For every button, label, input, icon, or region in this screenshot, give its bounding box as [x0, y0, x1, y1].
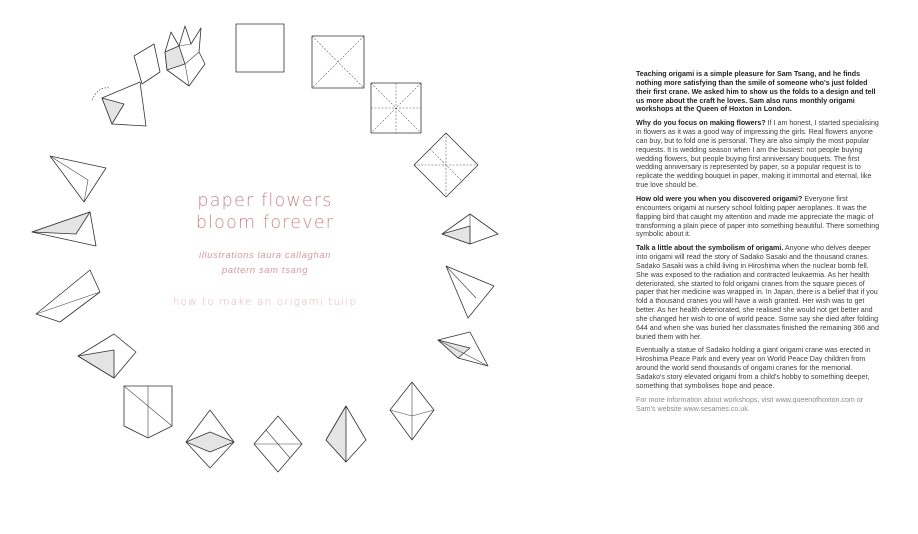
title-block: [150, 190, 380, 278]
step-cone-left-diagram: [32, 212, 96, 246]
step-folded-triangle-diagram: [442, 214, 498, 244]
closing-paragraph: Eventually a statue of Sadako holding a giant origami crane was erected in Hiroshima Peace Park and every year on World Peace Day children from around the world send thousands of origami cranes for the memorial. Sadako's story elevated origami from a child's hobby to something deeper, something that symbolises hope and peace.: [636, 346, 871, 390]
step-cone-diagram: [50, 156, 106, 202]
qa-paragraph-1: [636, 119, 882, 190]
question-3: Talk a little about the symbolism of origami.: [636, 244, 784, 253]
answer-2: Everyone first encounters origami at nursery school folding paper aeroplanes. It was the flapping bird that caught my attention and made me appreciate the magic of transforming a plain piece of paper into something beautiful. There something symbolic about it.: [636, 194, 880, 239]
page-title-line-1: paper flowers: [197, 191, 333, 211]
step-tulip-diagram: [165, 26, 205, 86]
qa-paragraph-3: [636, 244, 882, 341]
qa-paragraph-2: [636, 195, 882, 239]
step-square-rotated-diagram: [414, 133, 478, 197]
article-body: [636, 70, 882, 413]
step-diamond-diagram: [390, 382, 434, 440]
step-diamond-tall-diagram: [326, 406, 366, 462]
illustration-credit: illustrations laura callaghan: [199, 250, 331, 261]
step-triangle-diagram: [446, 266, 494, 318]
step-kite-diagram: [438, 332, 488, 366]
pattern-credit: pattern sam tsang: [221, 265, 309, 276]
subtitle: how to make an origami tulip: [172, 296, 358, 308]
step-square-creases-diagram: [371, 83, 421, 133]
answer-3: Anyone who delves deeper into origami will read the story of Sadako Sasaki and the thousand cranes. Sadako Sasaki was a child living in Hiroshima when the nuclear bomb fell. She was exposed to the radiation and contracted leukaemia. As her health deteriorated, she started to fold origami cranes from the square pieces of paper that her medicine was wrapped in. In Japan, there is a belief that if you fold a thousand cranes you will have a wish granted. Her wish was to get better. As her health deteriorated, she realised she would not get better and she changed her wish to one of world peace. Some say she died after folding 644 and when she was buried her classmates finished the remaining 366 and buried them with her.: [636, 244, 879, 341]
credits: [150, 248, 380, 278]
intro-paragraph: Teaching origami is a simple pleasure for Sam Tsang, and he finds nothing more satisfying than the smile of someone who's just folded their first crane. We asked him to show us the folds to a design and tell us more about the craft he loves. Sam also runs monthly origami workshops at the Queen of Hoxton in London.: [636, 70, 876, 114]
step-bud-diagram: [134, 44, 160, 84]
step-flap-fold-diagram: [124, 386, 172, 438]
question-1: Why do you focus on making flowers?: [636, 119, 766, 128]
step-pocket-square-diagram: [254, 416, 302, 472]
question-2: How old were you when you discovered origami?: [636, 194, 803, 203]
step-wing-fold-diagram: [78, 334, 136, 378]
step-diamond-fold-diagram: [186, 410, 234, 468]
step-plain-square-diagram: [236, 24, 284, 72]
answer-1: If I am honest, I started specialising in flowers as it was a good way of impressing the girls. Real flowers anyone can buy, but to fold one is personal. They are also simply the most popular requests. It is wedding season when I am the busiest: not people buying wedding flowers, but people buying first anniversary bouquets. The first wedding anniversary is represented by paper, so a popular request is to replicate the wedding bouquet in paper, making it immortal and eternal, like true love should be.: [636, 119, 879, 190]
step-diamond-arrow-diagram: [92, 82, 146, 126]
step-square-diagonals-diagram: [312, 36, 364, 88]
page-title-line-2: bloom forever: [195, 213, 335, 233]
step-long-kite-diagram: [36, 270, 100, 322]
footer-note: For more information about workshops, visit www.queenofhoxton.com or Sam's website www.sesames.co.uk.: [636, 395, 864, 413]
